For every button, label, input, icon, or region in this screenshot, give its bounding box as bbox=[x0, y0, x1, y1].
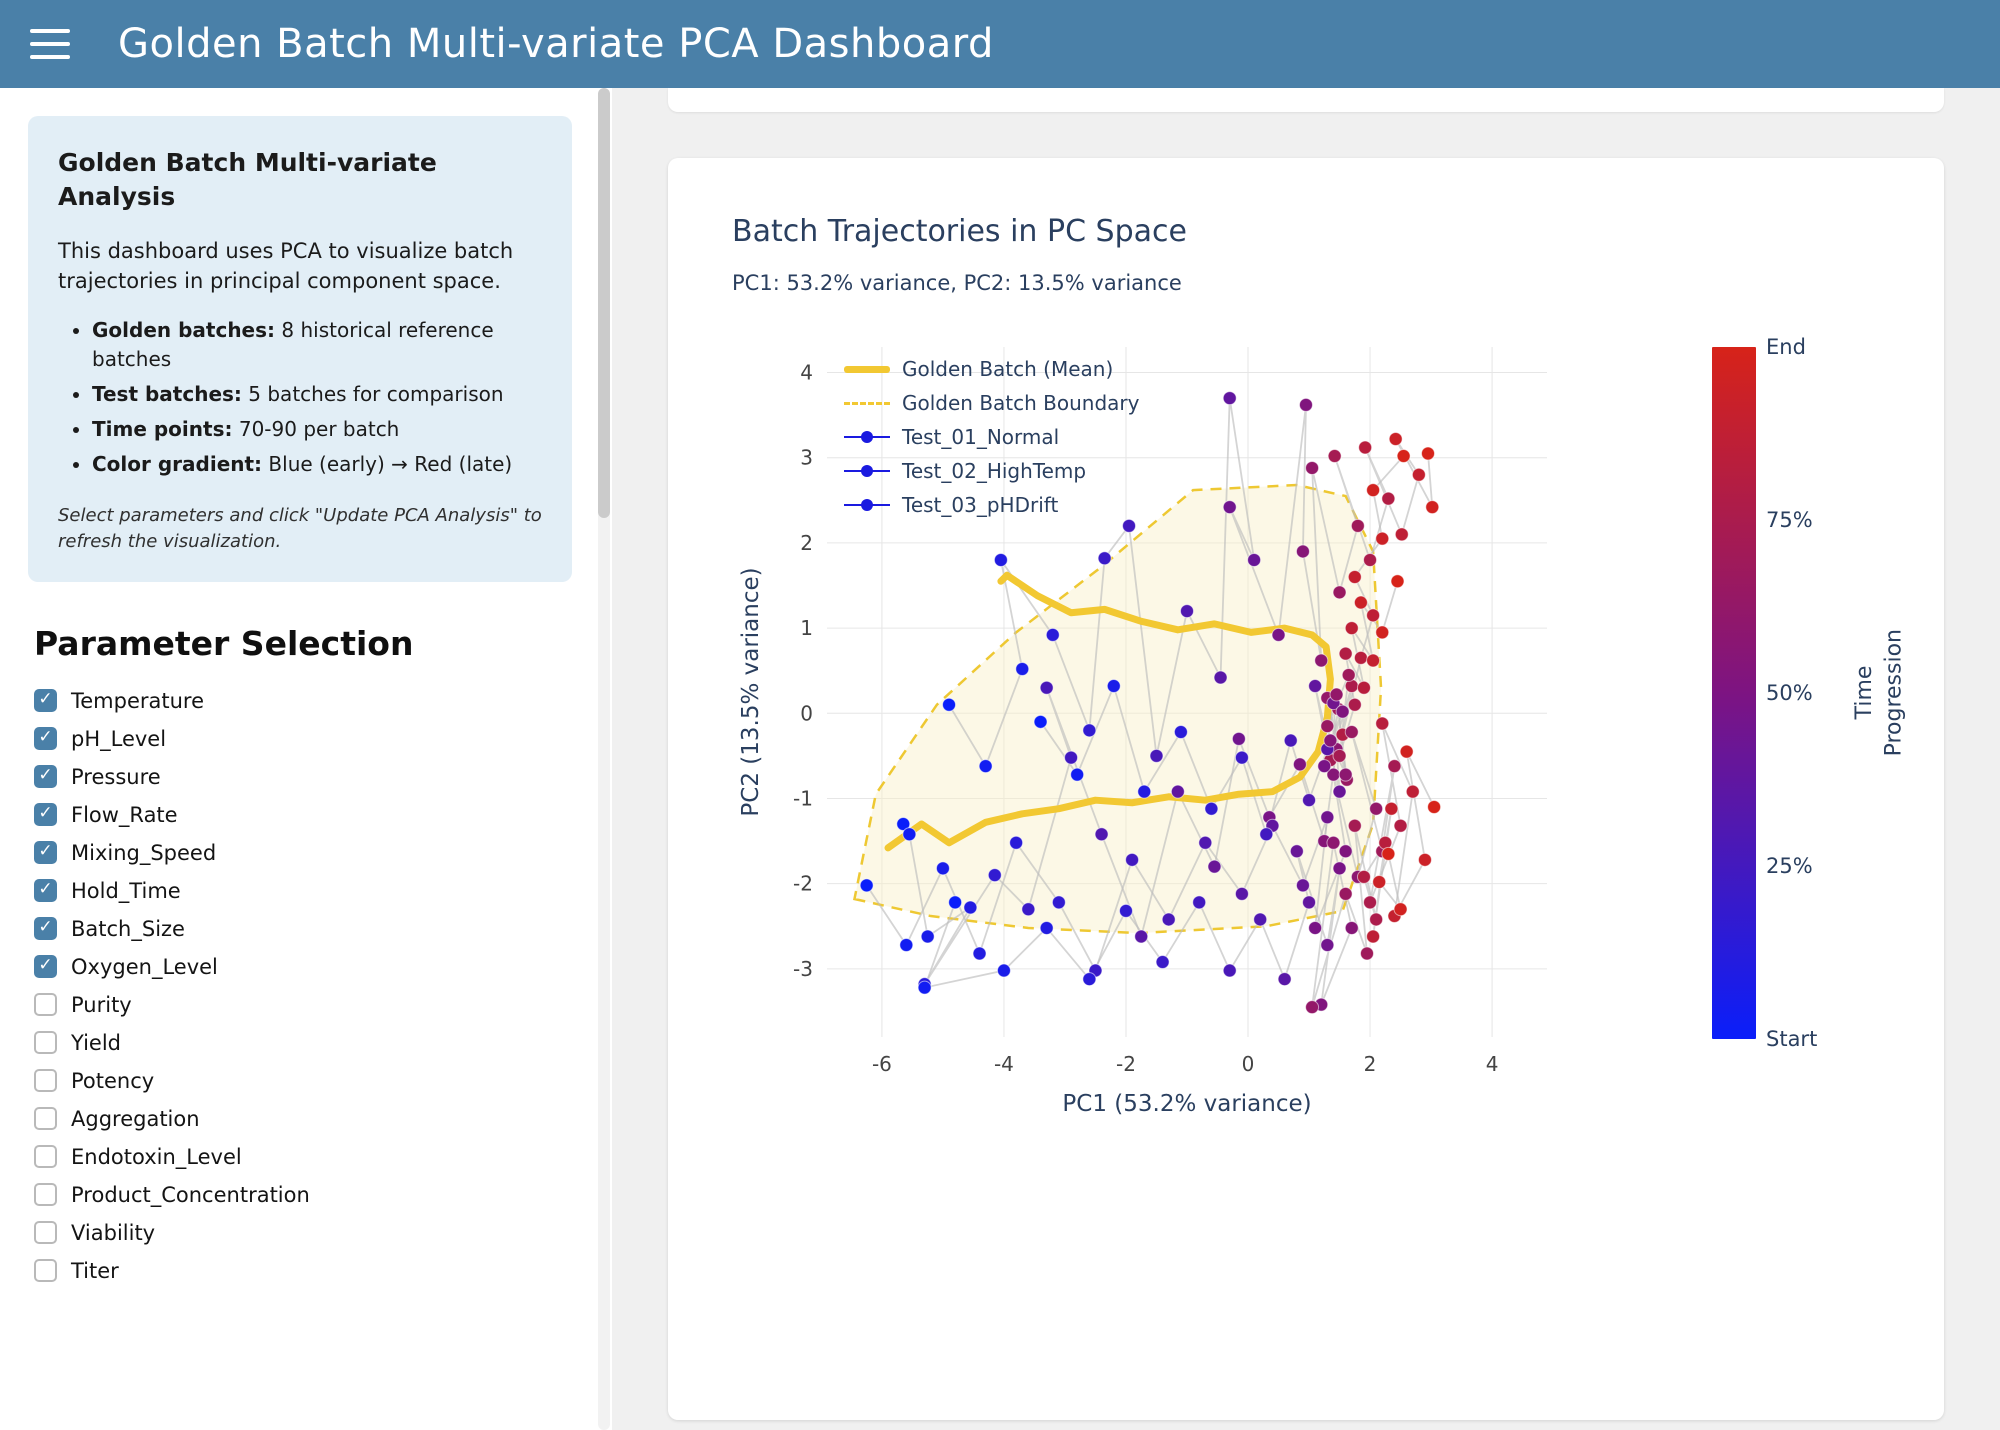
parameter-checkbox-list bbox=[28, 689, 572, 1283]
checkbox-potency[interactable] bbox=[34, 1069, 57, 1092]
param-label: Yield bbox=[71, 1030, 121, 1055]
checkbox-titer[interactable] bbox=[34, 1259, 57, 1282]
colorbar-gradient bbox=[1712, 347, 1756, 1039]
svg-text:PC2 (13.5% variance): PC2 (13.5% variance) bbox=[738, 567, 764, 817]
param-row-viability[interactable] bbox=[34, 1221, 572, 1245]
legend-item[interactable] bbox=[844, 493, 1140, 517]
checkbox-oxygen_level[interactable] bbox=[34, 955, 57, 978]
param-label: Temperature bbox=[71, 688, 205, 713]
svg-text:0: 0 bbox=[1241, 1052, 1255, 1076]
app-header bbox=[0, 0, 2000, 88]
param-label: Titer bbox=[71, 1258, 119, 1283]
legend-label: Test_03_pHDrift bbox=[902, 493, 1059, 517]
info-bullet-item: • Time points: 70-90 per batch bbox=[92, 415, 542, 444]
sidebar bbox=[0, 88, 612, 1430]
param-row-endotoxin_level[interactable] bbox=[34, 1145, 572, 1169]
parameter-selection-heading: Parameter Selection bbox=[34, 623, 414, 663]
svg-text:2: 2 bbox=[1363, 1052, 1377, 1076]
param-label: Batch_Size bbox=[71, 916, 185, 941]
colorbar-ticks bbox=[1766, 335, 1844, 1051]
param-row-oxygen_level[interactable] bbox=[34, 955, 572, 979]
param-row-batch_size[interactable] bbox=[34, 917, 572, 941]
info-bullet-item: • Golden batches: 8 historical reference batches bbox=[92, 316, 542, 374]
checkbox-hold_time[interactable] bbox=[34, 879, 57, 902]
svg-text:-1: -1 bbox=[793, 786, 813, 811]
colorbar-tick: 75% bbox=[1766, 508, 1813, 532]
colorbar bbox=[1712, 335, 1909, 1051]
legend-item[interactable] bbox=[844, 357, 1140, 381]
svg-text:-6: -6 bbox=[871, 1052, 892, 1076]
checkbox-endotoxin_level[interactable] bbox=[34, 1145, 57, 1168]
param-row-flow_rate[interactable] bbox=[34, 803, 572, 827]
param-label: Oxygen_Level bbox=[71, 954, 218, 979]
checkbox-batch_size[interactable] bbox=[34, 917, 57, 940]
checkbox-viability[interactable] bbox=[34, 1221, 57, 1244]
chart-card bbox=[668, 158, 1944, 1420]
checkbox-flow_rate[interactable] bbox=[34, 803, 57, 826]
svg-text:0: 0 bbox=[800, 701, 813, 726]
param-row-purity[interactable] bbox=[34, 993, 572, 1017]
svg-text:-2: -2 bbox=[1116, 1052, 1136, 1076]
checkbox-aggregation[interactable] bbox=[34, 1107, 57, 1130]
chart-title: Batch Trajectories in PC Space bbox=[732, 214, 1187, 249]
param-label: Hold_Time bbox=[71, 878, 181, 903]
param-label: Viability bbox=[71, 1220, 156, 1245]
legend-item[interactable] bbox=[844, 425, 1140, 449]
param-row-hold_time[interactable] bbox=[34, 879, 572, 903]
param-row-titer[interactable] bbox=[34, 1259, 572, 1283]
legend-item[interactable] bbox=[844, 459, 1140, 483]
top-card-edge bbox=[668, 88, 1944, 112]
info-card-note: Select parameters and click "Update PCA Analysis" to refresh the visualization. bbox=[58, 505, 542, 553]
colorbar-tick: Start bbox=[1766, 1027, 1818, 1051]
legend-label: Golden Batch (Mean) bbox=[902, 357, 1114, 381]
param-label: Potency bbox=[71, 1068, 155, 1093]
info-bullet-item: • Test batches: 5 batches for comparison bbox=[92, 380, 542, 409]
sidebar-scrollbar-track bbox=[598, 88, 610, 1430]
svg-text:2: 2 bbox=[800, 530, 813, 555]
app-title: Golden Batch Multi-variate PCA Dashboard bbox=[118, 21, 994, 67]
pca-plot-area[interactable] bbox=[732, 329, 1562, 1133]
checkbox-yield[interactable] bbox=[34, 1031, 57, 1054]
svg-text:3: 3 bbox=[800, 445, 813, 470]
chart-subtitle: PC1: 53.2% variance, PC2: 13.5% variance bbox=[732, 271, 1182, 295]
param-label: pH_Level bbox=[71, 726, 167, 751]
info-card-title: Golden Batch Multi-variate Analysis bbox=[58, 148, 437, 211]
param-label: Flow_Rate bbox=[71, 802, 178, 827]
plot-legend bbox=[844, 357, 1140, 527]
param-row-potency[interactable] bbox=[34, 1069, 572, 1093]
param-label: Endotoxin_Level bbox=[71, 1144, 242, 1169]
param-label: Aggregation bbox=[71, 1106, 200, 1131]
checkbox-mixing_speed[interactable] bbox=[34, 841, 57, 864]
info-card-intro: This dashboard uses PCA to visualize batch trajectories in principal component space. bbox=[58, 238, 514, 293]
checkbox-product_concentration[interactable] bbox=[34, 1183, 57, 1206]
checkbox-temperature[interactable] bbox=[34, 689, 57, 712]
svg-text:-4: -4 bbox=[993, 1052, 1014, 1076]
legend-label: Test_02_HighTemp bbox=[902, 459, 1087, 483]
param-row-product_concentration[interactable] bbox=[34, 1183, 572, 1207]
main-content bbox=[612, 88, 2000, 1430]
svg-text:PC1 (53.2% variance): PC1 (53.2% variance) bbox=[1062, 1091, 1312, 1117]
menu-hamburger-icon[interactable] bbox=[30, 29, 70, 59]
colorbar-tick: 50% bbox=[1766, 681, 1813, 705]
legend-label: Test_01_Normal bbox=[902, 425, 1060, 449]
param-label: Pressure bbox=[71, 764, 161, 789]
param-label: Purity bbox=[71, 992, 132, 1017]
info-bullet-item: • Color gradient: Blue (early) → Red (late) bbox=[92, 450, 542, 479]
checkbox-ph_level[interactable] bbox=[34, 727, 57, 750]
svg-text:4: 4 bbox=[1485, 1052, 1499, 1076]
param-row-temperature[interactable] bbox=[34, 689, 572, 713]
checkbox-pressure[interactable] bbox=[34, 765, 57, 788]
svg-text:-3: -3 bbox=[793, 956, 813, 981]
legend-label: Golden Batch Boundary bbox=[902, 391, 1140, 415]
param-row-pressure[interactable] bbox=[34, 765, 572, 789]
param-row-yield[interactable] bbox=[34, 1031, 572, 1055]
checkbox-purity[interactable] bbox=[34, 993, 57, 1016]
svg-text:4: 4 bbox=[800, 360, 813, 385]
colorbar-tick: End bbox=[1766, 335, 1806, 359]
param-row-mixing_speed[interactable] bbox=[34, 841, 572, 865]
param-label: Product_Concentration bbox=[71, 1182, 310, 1207]
legend-item[interactable] bbox=[844, 391, 1140, 415]
colorbar-label: Time Progression bbox=[1852, 629, 1907, 757]
param-row-aggregation[interactable] bbox=[34, 1107, 572, 1131]
sidebar-scrollbar-thumb[interactable] bbox=[598, 88, 610, 518]
svg-text:-2: -2 bbox=[793, 871, 813, 896]
param-label: Mixing_Speed bbox=[71, 840, 217, 865]
svg-text:1: 1 bbox=[800, 616, 813, 641]
info-card bbox=[28, 116, 572, 582]
colorbar-tick: 25% bbox=[1766, 854, 1813, 878]
info-bullet-list bbox=[92, 316, 542, 479]
param-row-ph_level[interactable] bbox=[34, 727, 572, 751]
